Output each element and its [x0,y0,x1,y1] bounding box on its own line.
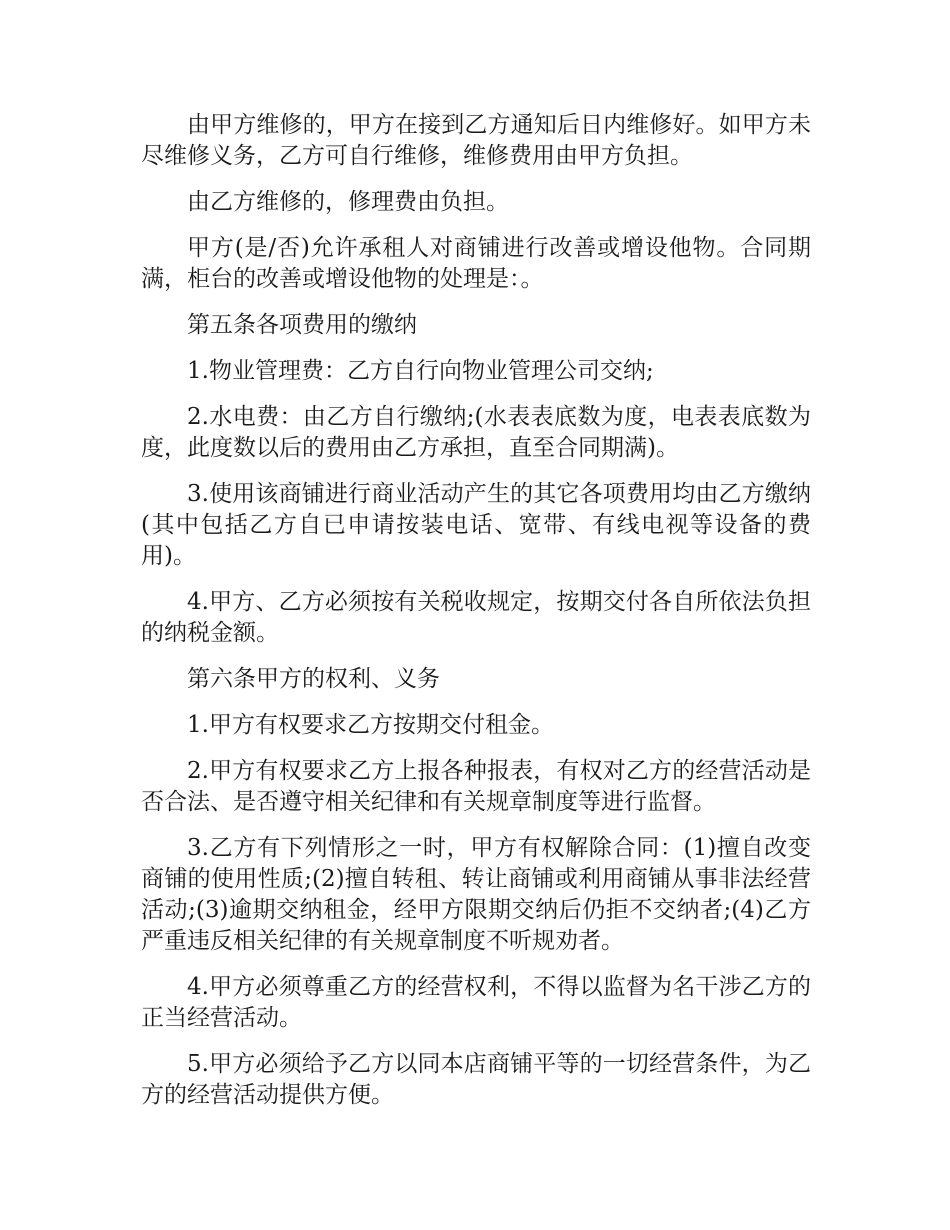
section-heading-article-6: 第六条甲方的权利、义务 [187,666,440,692]
paragraph-utilities-fee: 2.水电费：由乙方自行缴纳;(水表表底数为度，电表表底数为度，此度数以后的费用由乙方承担，直至合同期满)。 [141,404,811,461]
paragraph-repair-by-party-b: 由乙方维修的，修理费由负担。 [187,189,509,215]
paragraph-property-fee: 1.物业管理费：乙方自行向物业管理公司交纳; [187,358,654,384]
section-heading-article-5: 第五条各项费用的缴纳 [187,312,417,338]
paragraph-repair-by-party-a: 由甲方维修的，甲方在接到乙方通知后日内维修好。如甲方未尽维修义务，乙方可自行维修，维修费用由甲方负担。 [141,112,811,169]
paragraph-right-rent: 1.甲方有权要求乙方按期交付租金。 [187,712,554,738]
document-body [141,110,811,1126]
paragraph-duty-conditions: 5.甲方必须给予乙方以同本店商铺平等的一切经营条件，为乙方的经营活动提供方便。 [141,1051,811,1108]
paragraph-right-terminate: 3.乙方有下列情形之一时，甲方有权解除合同：(1)擅自改变商铺的使用性质;(2)擅自转租、转让商铺或利用商铺从事非法经营活动;(3)逾期交纳租金，经甲方限期交纳后仍拒不交纳者;(4)乙方严重违反相关纪律的有关规章制度不听规劝者。 [141,835,811,954]
paragraph-duty-respect: 4.甲方必须尊重乙方的经营权利，不得以监督为名干涉乙方的正当经营活动。 [141,974,811,1031]
paragraph-taxes: 4.甲方、乙方必须按有关税收规定，按期交付各自所依法负担的纳税金额。 [141,589,811,646]
paragraph-right-reports: 2.甲方有权要求乙方上报各种报表，有权对乙方的经营活动是否合法、是否遵守相关纪律和有关规章制度等进行监督。 [141,758,811,815]
paragraph-improvements: 甲方(是/否)允许承租人对商铺进行改善或增设他物。合同期满，柜台的改善或增设他物的处理是：。 [141,235,811,292]
paragraph-other-fees: 3.使用该商铺进行商业活动产生的其它各项费用均由乙方缴纳(其中包括乙方自已申请按装电话、宽带、有线电视等设备的费用)。 [141,481,811,569]
